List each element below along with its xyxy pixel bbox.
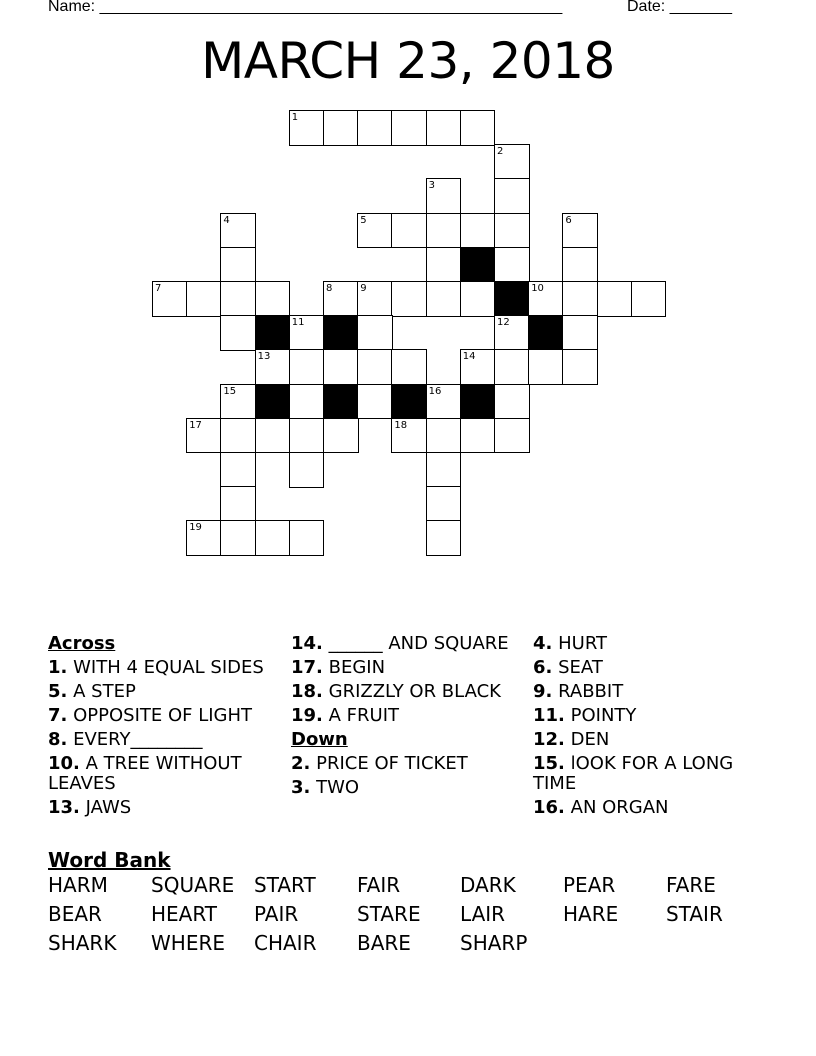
clue-text: PRICE OF TICKET	[316, 753, 468, 774]
clue-num: 15.	[533, 753, 565, 774]
clue-num: 16.	[533, 797, 565, 818]
grid-cell[interactable]	[631, 281, 667, 317]
clue-num: 14.	[291, 633, 323, 654]
grid-cell[interactable]	[289, 520, 325, 556]
clue-num: 1.	[48, 657, 68, 678]
clue-text: ______ AND SQUARE	[328, 633, 509, 654]
clue-num: 12.	[533, 729, 565, 750]
word-bank-item: SHARP	[460, 931, 528, 955]
grid-cell[interactable]	[186, 418, 222, 454]
grid-cell[interactable]	[562, 213, 598, 249]
clue-number: 6	[565, 214, 572, 226]
clues-column-3	[533, 630, 769, 818]
word-bank-item: WHERE	[151, 931, 225, 955]
word-bank-item: CHAIR	[254, 931, 317, 955]
clue-text: TWO	[316, 777, 360, 798]
clue	[291, 682, 527, 702]
clue	[291, 706, 527, 726]
grid-cell[interactable]	[220, 452, 256, 488]
grid-cell[interactable]	[357, 110, 393, 146]
clue-number: 9	[360, 283, 367, 294]
clue-number: 12	[497, 317, 510, 329]
clue	[533, 754, 769, 794]
clues-column-1	[48, 630, 284, 818]
grid-cell[interactable]	[357, 315, 393, 351]
word-bank-item: PEAR	[563, 873, 616, 897]
word-bank-item: HARE	[563, 902, 619, 926]
clue-num: 3.	[291, 777, 311, 798]
grid-cell[interactable]	[460, 418, 496, 454]
clue-number: 16	[428, 385, 442, 397]
grid-cell[interactable]	[186, 520, 222, 556]
clue	[533, 706, 769, 726]
clue-num: 9.	[533, 681, 553, 702]
clue-number: 13	[257, 351, 271, 363]
grid-cell[interactable]	[220, 418, 256, 454]
grid-block	[255, 315, 291, 351]
grid-cell[interactable]	[220, 384, 256, 420]
grid-cell[interactable]	[391, 213, 427, 249]
grid-cell[interactable]	[323, 110, 359, 146]
grid-cell[interactable]	[357, 213, 393, 249]
clue-text: AN ORGAN	[570, 797, 669, 818]
grid-cell[interactable]	[220, 520, 256, 556]
word-bank-item: SHARK	[48, 931, 117, 955]
grid-cell[interactable]	[186, 281, 222, 317]
word-bank-item: HEART	[151, 902, 218, 926]
clue-num: 8.	[48, 729, 68, 750]
grid-cell[interactable]	[220, 213, 256, 249]
grid-cell[interactable]	[460, 349, 496, 385]
word-bank-item: DARK	[460, 873, 516, 897]
grid-cell[interactable]	[426, 110, 462, 146]
clue-num: 19.	[291, 705, 323, 726]
grid-cell[interactable]	[528, 349, 564, 385]
grid-block	[323, 384, 359, 420]
grid-block	[391, 384, 427, 420]
grid-block	[255, 384, 291, 420]
grid-cell[interactable]	[255, 281, 291, 317]
clue-num: 7.	[48, 705, 68, 726]
clue-text: SEAT	[558, 657, 603, 678]
grid-cell[interactable]	[426, 281, 462, 317]
clue-number: 8	[326, 283, 333, 294]
grid-cell[interactable]	[426, 247, 462, 283]
grid-cell[interactable]	[494, 315, 530, 351]
clue-number: 18	[394, 419, 408, 431]
clue-text: DEN	[570, 729, 610, 750]
grid-cell[interactable]	[528, 281, 564, 317]
clue-text: JAWS	[85, 797, 132, 818]
page-title: MARCH 23, 2018	[201, 32, 615, 90]
grid-block	[323, 315, 359, 351]
clue-num: 5.	[48, 681, 68, 702]
clue-number: 2	[497, 146, 504, 158]
word-bank-item: STAIR	[666, 902, 723, 926]
grid-cell[interactable]	[426, 213, 462, 249]
grid-cell[interactable]	[391, 110, 427, 146]
clue-number: 4	[223, 214, 230, 226]
grid-cell[interactable]	[289, 384, 325, 420]
word-bank-item: STARE	[357, 902, 421, 926]
clue-text: A STEP	[73, 681, 136, 702]
grid-cell[interactable]	[220, 486, 256, 522]
grid-cell[interactable]	[562, 281, 598, 317]
grid-cell[interactable]	[391, 281, 427, 317]
word-bank-item: FARE	[666, 873, 716, 897]
section-heading: Down	[291, 729, 348, 750]
grid-cell[interactable]	[289, 349, 325, 385]
clue-number: 1	[291, 112, 299, 123]
word-bank-item: SQUARE	[151, 873, 235, 897]
clue	[48, 798, 284, 818]
grid-cell[interactable]	[426, 384, 462, 420]
word-bank-item: START	[254, 873, 316, 897]
grid-cell[interactable]	[426, 520, 462, 556]
clue	[291, 754, 527, 774]
grid-cell[interactable]	[562, 315, 598, 351]
clue-num: 13.	[48, 797, 80, 818]
grid-cell[interactable]	[152, 281, 188, 317]
word-bank-item: LAIR	[460, 902, 506, 926]
grid-cell[interactable]	[323, 281, 359, 317]
clue-number: 7	[155, 283, 162, 294]
section-heading: Across	[48, 633, 116, 654]
clue-number: 17	[189, 419, 202, 431]
grid-cell[interactable]	[426, 178, 462, 214]
word-bank-item: PAIR	[254, 902, 299, 926]
clue-text: EVERY________	[73, 729, 203, 750]
clue	[291, 634, 527, 654]
clue	[48, 658, 284, 678]
clue	[48, 754, 284, 794]
grid-block	[528, 315, 564, 351]
grid-block	[460, 384, 496, 420]
clue	[291, 778, 527, 798]
clue	[533, 798, 769, 818]
clue	[48, 730, 284, 750]
clue-text: A FRUIT	[328, 705, 399, 726]
clue-text: HURT	[558, 633, 608, 654]
clue-num: 6.	[533, 657, 553, 678]
grid-cell[interactable]	[220, 315, 256, 351]
grid-cell[interactable]	[562, 247, 598, 283]
grid-cell[interactable]	[357, 281, 393, 317]
grid-cell[interactable]	[597, 281, 633, 317]
clue-number: 11	[291, 317, 305, 329]
clue-number: 3	[428, 180, 435, 192]
clue-number: 5	[360, 214, 367, 226]
clue-number: 15	[223, 385, 237, 397]
clue-num: 18.	[291, 681, 323, 702]
word-bank-list	[48, 874, 769, 955]
grid-cell[interactable]	[255, 349, 291, 385]
clue	[48, 682, 284, 702]
grid-cell[interactable]	[494, 418, 530, 454]
word-bank-item: BEAR	[48, 902, 102, 926]
clue-text: lOOK FOR A LONG TIME	[533, 753, 734, 794]
word-bank	[48, 848, 769, 955]
clue-text: RABBIT	[558, 681, 624, 702]
clue-text: A TREE WITHOUT LEAVES	[48, 753, 242, 794]
name-field-label: Name: ____________________________________________________	[48, 0, 563, 15]
grid-cell[interactable]	[494, 213, 530, 249]
grid-cell[interactable]	[289, 315, 325, 351]
grid-cell[interactable]	[357, 349, 393, 385]
grid-cell[interactable]	[460, 213, 496, 249]
clue-num: 11.	[533, 705, 565, 726]
clue-num: 17.	[291, 657, 323, 678]
grid-cell[interactable]	[289, 418, 325, 454]
clue-text: GRIZZLY OR BLACK	[328, 681, 501, 702]
grid-cell[interactable]	[494, 384, 530, 420]
grid-cell[interactable]	[494, 178, 530, 214]
grid-cell[interactable]	[255, 418, 291, 454]
grid-cell[interactable]	[426, 452, 462, 488]
clue	[533, 634, 769, 654]
grid-cell[interactable]	[426, 418, 462, 454]
clue-text: WITH 4 EQUAL SIDES	[73, 657, 264, 678]
clue-number: 10	[531, 283, 544, 294]
clue-text: BEGIN	[328, 657, 386, 678]
grid-cell[interactable]	[460, 281, 496, 317]
word-bank-item: BARE	[357, 931, 411, 955]
clues-column-2	[291, 630, 527, 798]
grid-cell[interactable]	[220, 281, 256, 317]
grid-cell[interactable]	[562, 349, 598, 385]
grid-cell[interactable]	[426, 486, 462, 522]
grid-cell[interactable]	[220, 247, 256, 283]
grid-cell[interactable]	[391, 418, 427, 454]
clue-num: 10.	[48, 753, 80, 774]
word-bank-item: HARM	[48, 873, 108, 897]
grid-cell[interactable]	[494, 349, 530, 385]
clue	[533, 682, 769, 702]
grid-cell[interactable]	[357, 384, 393, 420]
clue-text: POINTY	[570, 705, 637, 726]
clue	[48, 706, 284, 726]
grid-cell[interactable]	[323, 418, 359, 454]
grid-cell[interactable]	[391, 349, 427, 385]
date-field-label: Date: _______	[627, 0, 732, 15]
clue-num: 2.	[291, 753, 311, 774]
grid-cell[interactable]	[289, 110, 325, 146]
clue	[533, 730, 769, 750]
word-bank-item: FAIR	[357, 873, 401, 897]
grid-cell[interactable]	[494, 144, 530, 180]
clue-num: 4.	[533, 633, 553, 654]
clue-number: 19	[189, 522, 202, 534]
grid-cell[interactable]	[494, 247, 530, 283]
grid-cell[interactable]	[255, 520, 291, 556]
clue-text: OPPOSITE OF LIGHT	[73, 705, 253, 726]
word-bank-title: Word Bank	[48, 848, 171, 872]
grid-block	[460, 247, 496, 283]
grid-cell[interactable]	[460, 110, 496, 146]
clue-number: 14	[462, 351, 476, 363]
clue	[291, 658, 527, 678]
grid-cell[interactable]	[323, 349, 359, 385]
grid-cell[interactable]	[289, 452, 325, 488]
clue	[533, 658, 769, 678]
grid-block	[494, 281, 530, 317]
